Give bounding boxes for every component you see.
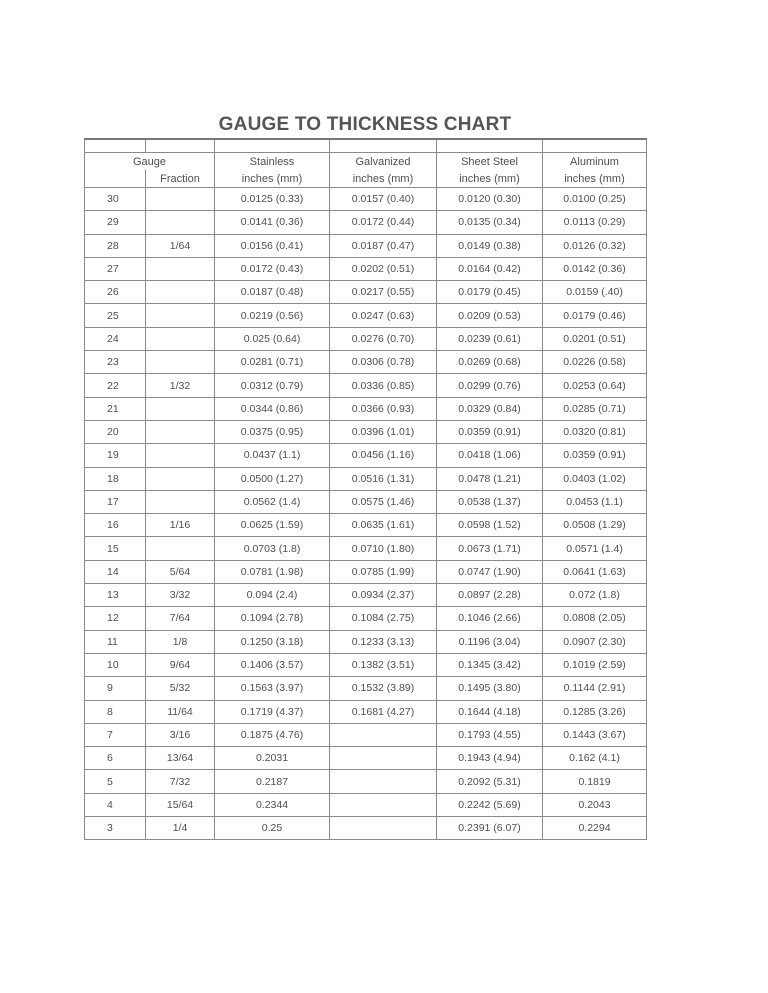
table-row	[85, 630, 647, 653]
aluminum-cell: 0.0641 (1.63)	[543, 560, 647, 583]
fraction-cell	[146, 444, 215, 467]
fraction-cell	[146, 257, 215, 280]
stainless-cell: 0.0562 (1.4)	[215, 490, 330, 513]
table-row	[85, 653, 647, 676]
stainless-cell: 0.0703 (1.8)	[215, 537, 330, 560]
sheet-steel-cell: 0.1196 (3.04)	[437, 630, 543, 653]
aluminum-cell: 0.1443 (3.67)	[543, 723, 647, 746]
fraction-cell: 7/64	[146, 607, 215, 630]
gauge-cell: 17	[85, 490, 146, 513]
table-row	[85, 514, 647, 537]
galvanized-cell: 0.0336 (0.85)	[330, 374, 437, 397]
sheet-steel-cell: 0.0538 (1.37)	[437, 490, 543, 513]
table-row	[85, 444, 647, 467]
stainless-cell: 0.0375 (0.95)	[215, 420, 330, 443]
gauge-cell: 29	[85, 211, 146, 234]
stainless-cell: 0.0625 (1.59)	[215, 514, 330, 537]
galvanized-cell	[330, 793, 437, 816]
table-row	[85, 234, 647, 257]
sheet-steel-cell: 0.2092 (5.31)	[437, 770, 543, 793]
gauge-cell: 25	[85, 304, 146, 327]
sheet-steel-cell: 0.0209 (0.53)	[437, 304, 543, 327]
sheet-steel-cell: 0.0149 (0.38)	[437, 234, 543, 257]
aluminum-cell: 0.2043	[543, 793, 647, 816]
gauge-cell: 30	[85, 188, 146, 211]
fraction-cell: 7/32	[146, 770, 215, 793]
table-row	[85, 467, 647, 490]
gauge-cell: 16	[85, 514, 146, 537]
fraction-cell: 13/64	[146, 747, 215, 770]
gauge-cell: 28	[85, 234, 146, 257]
stainless-cell: 0.1875 (4.76)	[215, 723, 330, 746]
galvanized-cell: 0.0172 (0.44)	[330, 211, 437, 234]
gauge-cell: 22	[85, 374, 146, 397]
galvanized-cell: 0.1382 (3.51)	[330, 653, 437, 676]
aluminum-cell: 0.2294	[543, 817, 647, 840]
stainless-cell: 0.0312 (0.79)	[215, 374, 330, 397]
galvanized-cell: 0.0785 (1.99)	[330, 560, 437, 583]
fraction-cell	[146, 211, 215, 234]
fraction-cell	[146, 490, 215, 513]
sheet-steel-cell: 0.0478 (1.21)	[437, 467, 543, 490]
galvanized-cell	[330, 747, 437, 770]
gauge-cell: 23	[85, 351, 146, 374]
sheet-steel-cell: 0.0329 (0.84)	[437, 397, 543, 420]
aluminum-cell: 0.0808 (2.05)	[543, 607, 647, 630]
gauge-cell: 10	[85, 653, 146, 676]
fraction-cell: 1/64	[146, 234, 215, 257]
galvanized-cell: 0.1532 (3.89)	[330, 677, 437, 700]
fraction-cell: 1/4	[146, 817, 215, 840]
aluminum-cell: 0.162 (4.1)	[543, 747, 647, 770]
fraction-cell: 11/64	[146, 700, 215, 723]
sheet-steel-cell: 0.0179 (0.45)	[437, 281, 543, 304]
table-row	[85, 537, 647, 560]
galvanized-cell	[330, 770, 437, 793]
stainless-cell: 0.0187 (0.48)	[215, 281, 330, 304]
stainless-cell: 0.1406 (3.57)	[215, 653, 330, 676]
fraction-cell	[146, 327, 215, 350]
galvanized-cell: 0.0635 (1.61)	[330, 514, 437, 537]
gauge-cell: 20	[85, 420, 146, 443]
table-row	[85, 397, 647, 420]
sheet-steel-cell: 0.1644 (4.18)	[437, 700, 543, 723]
galvanized-cell: 0.1084 (2.75)	[330, 607, 437, 630]
aluminum-cell: 0.0320 (0.81)	[543, 420, 647, 443]
sheet-steel-cell: 0.1495 (3.80)	[437, 677, 543, 700]
fraction-cell: 9/64	[146, 653, 215, 676]
fraction-cell: 5/64	[146, 560, 215, 583]
gauge-cell: 11	[85, 630, 146, 653]
stainless-cell: 0.2344	[215, 793, 330, 816]
fraction-cell: 1/16	[146, 514, 215, 537]
stainless-cell: 0.0500 (1.27)	[215, 467, 330, 490]
table-row	[85, 420, 647, 443]
aluminum-cell: 0.0142 (0.36)	[543, 257, 647, 280]
table-row	[85, 211, 647, 234]
aluminum-cell: 0.0113 (0.29)	[543, 211, 647, 234]
aluminum-cell: 0.0508 (1.29)	[543, 514, 647, 537]
stainless-cell: 0.025 (0.64)	[215, 327, 330, 350]
table-row	[85, 584, 647, 607]
sheet-steel-header: Sheet Steel	[437, 153, 543, 171]
gauge-header: Gauge	[85, 153, 215, 171]
stainless-cell: 0.0219 (0.56)	[215, 304, 330, 327]
aluminum-cell: 0.0201 (0.51)	[543, 327, 647, 350]
stainless-cell: 0.2187	[215, 770, 330, 793]
aluminum-cell: 0.0359 (0.91)	[543, 444, 647, 467]
table-row	[85, 304, 647, 327]
table-row	[85, 188, 647, 211]
fraction-cell	[146, 537, 215, 560]
table-row	[85, 560, 647, 583]
stainless-cell: 0.1563 (3.97)	[215, 677, 330, 700]
gauge-cell: 18	[85, 467, 146, 490]
table-row	[85, 747, 647, 770]
sheet-steel-cell: 0.0418 (1.06)	[437, 444, 543, 467]
fraction-cell: 3/16	[146, 723, 215, 746]
stainless-cell: 0.0172 (0.43)	[215, 257, 330, 280]
stainless-cell: 0.1719 (4.37)	[215, 700, 330, 723]
galvanized-cell: 0.0276 (0.70)	[330, 327, 437, 350]
gauge-cell: 15	[85, 537, 146, 560]
table-row	[85, 770, 647, 793]
fraction-cell	[146, 467, 215, 490]
gauge-cell: 3	[85, 817, 146, 840]
table-row	[85, 351, 647, 374]
galvanized-cell: 0.0396 (1.01)	[330, 420, 437, 443]
sheet-steel-cell: 0.1345 (3.42)	[437, 653, 543, 676]
fraction-cell	[146, 188, 215, 211]
gauge-cell: 27	[85, 257, 146, 280]
table-row	[85, 327, 647, 350]
gauge-cell: 5	[85, 770, 146, 793]
stainless-cell: 0.0141 (0.36)	[215, 211, 330, 234]
galvanized-cell	[330, 723, 437, 746]
sheet-steel-units: inches (mm)	[437, 170, 543, 188]
aluminum-units: inches (mm)	[543, 170, 647, 188]
aluminum-cell: 0.1144 (2.91)	[543, 677, 647, 700]
gauge-cell: 6	[85, 747, 146, 770]
aluminum-cell: 0.072 (1.8)	[543, 584, 647, 607]
sheet-steel-cell: 0.2242 (5.69)	[437, 793, 543, 816]
galvanized-cell: 0.0575 (1.46)	[330, 490, 437, 513]
aluminum-cell: 0.0159 (.40)	[543, 281, 647, 304]
fraction-cell	[146, 281, 215, 304]
aluminum-cell: 0.0453 (1.1)	[543, 490, 647, 513]
galvanized-cell: 0.0366 (0.93)	[330, 397, 437, 420]
aluminum-cell: 0.0126 (0.32)	[543, 234, 647, 257]
header-spacer-row	[85, 139, 647, 153]
aluminum-cell: 0.0179 (0.46)	[543, 304, 647, 327]
stainless-units: inches (mm)	[215, 170, 330, 188]
header-row-1	[85, 153, 647, 171]
fraction-cell: 1/32	[146, 374, 215, 397]
galvanized-cell: 0.0157 (0.40)	[330, 188, 437, 211]
gauge-cell: 21	[85, 397, 146, 420]
header-row-2	[85, 170, 647, 188]
fraction-cell: 1/8	[146, 630, 215, 653]
stainless-cell: 0.0156 (0.41)	[215, 234, 330, 257]
galvanized-cell: 0.1681 (4.27)	[330, 700, 437, 723]
aluminum-cell: 0.0285 (0.71)	[543, 397, 647, 420]
gauge-cell: 13	[85, 584, 146, 607]
aluminum-cell: 0.1285 (3.26)	[543, 700, 647, 723]
table-row	[85, 723, 647, 746]
sheet-steel-cell: 0.1793 (4.55)	[437, 723, 543, 746]
galvanized-cell: 0.0202 (0.51)	[330, 257, 437, 280]
galvanized-cell: 0.0217 (0.55)	[330, 281, 437, 304]
fraction-cell: 15/64	[146, 793, 215, 816]
sheet-steel-cell: 0.0239 (0.61)	[437, 327, 543, 350]
stainless-cell: 0.0281 (0.71)	[215, 351, 330, 374]
table-row	[85, 793, 647, 816]
galvanized-cell: 0.0187 (0.47)	[330, 234, 437, 257]
galvanized-cell	[330, 817, 437, 840]
sheet-steel-cell: 0.0120 (0.30)	[437, 188, 543, 211]
aluminum-cell: 0.1019 (2.59)	[543, 653, 647, 676]
gauge-thickness-table	[84, 138, 647, 840]
aluminum-cell: 0.0403 (1.02)	[543, 467, 647, 490]
gauge-cell: 26	[85, 281, 146, 304]
gauge-cell: 14	[85, 560, 146, 583]
galvanized-cell: 0.0516 (1.31)	[330, 467, 437, 490]
gauge-cell: 8	[85, 700, 146, 723]
galvanized-cell: 0.0934 (2.37)	[330, 584, 437, 607]
chart-title: GAUGE TO THICKNESS CHART	[218, 114, 512, 135]
stainless-cell: 0.0125 (0.33)	[215, 188, 330, 211]
stainless-cell: 0.2031	[215, 747, 330, 770]
stainless-header: Stainless	[215, 153, 330, 171]
table-row	[85, 607, 647, 630]
table-body	[85, 188, 647, 840]
table-row	[85, 281, 647, 304]
stainless-cell: 0.094 (2.4)	[215, 584, 330, 607]
gauge-cell: 4	[85, 793, 146, 816]
gauge-cell: 24	[85, 327, 146, 350]
galvanized-cell: 0.1233 (3.13)	[330, 630, 437, 653]
stainless-cell: 0.0344 (0.86)	[215, 397, 330, 420]
stainless-cell: 0.0781 (1.98)	[215, 560, 330, 583]
aluminum-cell: 0.0100 (0.25)	[543, 188, 647, 211]
table-row	[85, 700, 647, 723]
fraction-cell	[146, 351, 215, 374]
stainless-cell: 0.1094 (2.78)	[215, 607, 330, 630]
table-row	[85, 817, 647, 840]
fraction-cell	[146, 397, 215, 420]
aluminum-cell: 0.1819	[543, 770, 647, 793]
sheet-steel-cell: 0.0598 (1.52)	[437, 514, 543, 537]
fraction-cell: 5/32	[146, 677, 215, 700]
fraction-cell	[146, 420, 215, 443]
table-row	[85, 374, 647, 397]
galvanized-cell: 0.0247 (0.63)	[330, 304, 437, 327]
sheet-steel-cell: 0.1943 (4.94)	[437, 747, 543, 770]
galvanized-cell: 0.0456 (1.16)	[330, 444, 437, 467]
aluminum-cell: 0.0571 (1.4)	[543, 537, 647, 560]
gauge-cell: 9	[85, 677, 146, 700]
sheet-steel-cell: 0.0135 (0.34)	[437, 211, 543, 234]
gauge-cell: 19	[85, 444, 146, 467]
galvanized-cell: 0.0306 (0.78)	[330, 351, 437, 374]
fraction-cell	[146, 304, 215, 327]
sheet-steel-cell: 0.0747 (1.90)	[437, 560, 543, 583]
table-row	[85, 677, 647, 700]
gauge-cell: 7	[85, 723, 146, 746]
table-row	[85, 490, 647, 513]
sheet-steel-cell: 0.0359 (0.91)	[437, 420, 543, 443]
stainless-cell: 0.25	[215, 817, 330, 840]
sheet-steel-cell: 0.0164 (0.42)	[437, 257, 543, 280]
sheet-steel-cell: 0.0673 (1.71)	[437, 537, 543, 560]
aluminum-cell: 0.0253 (0.64)	[543, 374, 647, 397]
sheet-steel-cell: 0.1046 (2.66)	[437, 607, 543, 630]
aluminum-header: Aluminum	[543, 153, 647, 171]
gauge-subheader-blank	[85, 170, 146, 188]
stainless-cell: 0.1250 (3.18)	[215, 630, 330, 653]
galvanized-header: Galvanized	[330, 153, 437, 171]
gauge-cell: 12	[85, 607, 146, 630]
fraction-cell: 3/32	[146, 584, 215, 607]
aluminum-cell: 0.0226 (0.58)	[543, 351, 647, 374]
aluminum-cell: 0.0907 (2.30)	[543, 630, 647, 653]
sheet-steel-cell: 0.2391 (6.07)	[437, 817, 543, 840]
stainless-cell: 0.0437 (1.1)	[215, 444, 330, 467]
sheet-steel-cell: 0.0299 (0.76)	[437, 374, 543, 397]
sheet-steel-cell: 0.0269 (0.68)	[437, 351, 543, 374]
galvanized-units: inches (mm)	[330, 170, 437, 188]
fraction-header: Fraction	[146, 170, 215, 188]
galvanized-cell: 0.0710 (1.80)	[330, 537, 437, 560]
table-row	[85, 257, 647, 280]
sheet-steel-cell: 0.0897 (2.28)	[437, 584, 543, 607]
